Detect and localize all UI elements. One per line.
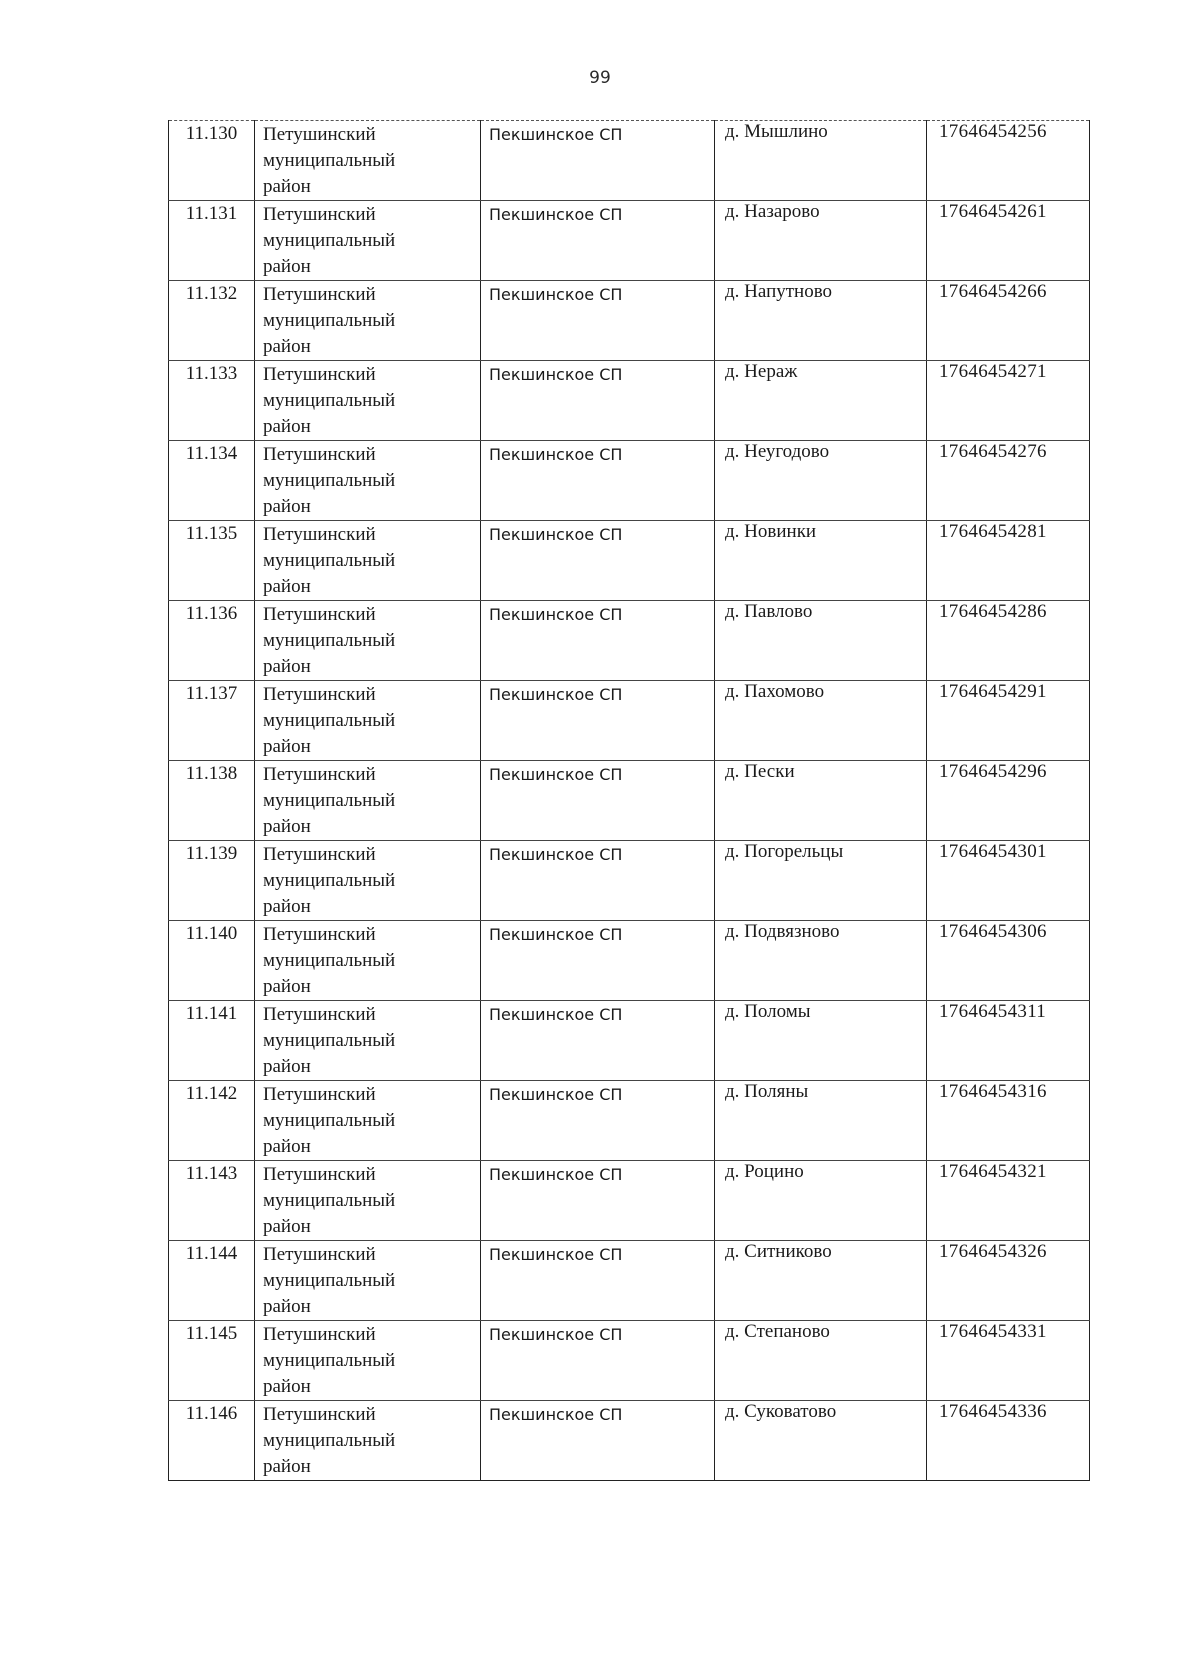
district-line: Петушинский (263, 684, 376, 705)
village-name: д. Суковатово (725, 1401, 837, 1422)
district-line: муниципальный (263, 870, 396, 891)
district-line: район (263, 1216, 311, 1237)
village-name: д. Подвязново (725, 921, 840, 942)
district-line: район (263, 496, 311, 517)
table-row (169, 521, 1090, 601)
settlement-name: Пекшинское СП (489, 1245, 623, 1264)
row-number: 11.130 (185, 123, 238, 144)
district-name (255, 1401, 480, 1480)
settlement-name: Пекшинское СП (489, 285, 623, 304)
village-name: д. Пахомово (725, 681, 825, 702)
district-line: Петушинский (263, 1324, 376, 1345)
district-name (255, 1081, 480, 1160)
row-number: 11.140 (185, 923, 238, 944)
district-name (255, 841, 480, 920)
table-row (169, 601, 1090, 681)
village-name: д. Павлово (725, 601, 813, 622)
village-name: д. Ситниково (725, 1241, 832, 1262)
row-number: 11.142 (185, 1083, 238, 1104)
oktmo-code: 17646454261 (939, 201, 1047, 222)
district-line: Петушинский (263, 1244, 376, 1265)
oktmo-code: 17646454286 (939, 601, 1047, 622)
district-line: Петушинский (263, 124, 376, 145)
settlement-name: Пекшинское СП (489, 925, 623, 944)
district-line: район (263, 976, 311, 997)
district-line: Петушинский (263, 1164, 376, 1185)
district-line: муниципальный (263, 950, 396, 971)
district-name (255, 601, 480, 680)
district-line: муниципальный (263, 710, 396, 731)
village-name: д. Погорельцы (725, 841, 844, 862)
district-line: Петушинский (263, 364, 376, 385)
row-number: 11.139 (185, 843, 238, 864)
district-line: Петушинский (263, 284, 376, 305)
village-name: д. Назарово (725, 201, 820, 222)
table-row (169, 921, 1090, 1001)
settlements-table (168, 120, 1090, 1481)
district-line: район (263, 416, 311, 437)
table-row (169, 1401, 1090, 1481)
settlement-name: Пекшинское СП (489, 365, 623, 384)
table-row (169, 1081, 1090, 1161)
district-line: район (263, 1456, 311, 1477)
district-line: Петушинский (263, 204, 376, 225)
settlement-name: Пекшинское СП (489, 1005, 623, 1024)
district-name (255, 1241, 480, 1320)
row-number: 11.136 (185, 603, 238, 624)
district-name (255, 521, 480, 600)
village-name: д. Поломы (725, 1001, 811, 1022)
district-line: район (263, 1056, 311, 1077)
district-line: Петушинский (263, 1004, 376, 1025)
settlement-name: Пекшинское СП (489, 525, 623, 544)
district-line: район (263, 736, 311, 757)
district-line: район (263, 1136, 311, 1157)
settlement-name: Пекшинское СП (489, 1405, 623, 1424)
village-name: д. Поляны (725, 1081, 809, 1102)
settlement-name: Пекшинское СП (489, 605, 623, 624)
settlement-name: Пекшинское СП (489, 125, 623, 144)
table-row (169, 1161, 1090, 1241)
settlement-name: Пекшинское СП (489, 1165, 623, 1184)
district-line: район (263, 256, 311, 277)
oktmo-code: 17646454316 (939, 1081, 1047, 1102)
district-line: муниципальный (263, 310, 396, 331)
row-number: 11.138 (185, 763, 238, 784)
district-name (255, 441, 480, 520)
district-name (255, 1321, 480, 1400)
village-name: д. Напутново (725, 281, 833, 302)
district-line: муниципальный (263, 150, 396, 171)
row-number: 11.144 (185, 1243, 238, 1264)
village-name: д. Степаново (725, 1321, 830, 1342)
oktmo-code: 17646454306 (939, 921, 1047, 942)
district-name (255, 681, 480, 760)
village-name: д. Пески (725, 761, 795, 782)
district-line: район (263, 1296, 311, 1317)
row-number: 11.143 (185, 1163, 238, 1184)
district-line: муниципальный (263, 1270, 396, 1291)
table-row (169, 1241, 1090, 1321)
row-number: 11.137 (185, 683, 238, 704)
district-line: муниципальный (263, 1110, 396, 1131)
row-number: 11.135 (185, 523, 238, 544)
district-name (255, 921, 480, 1000)
oktmo-code: 17646454271 (939, 361, 1047, 382)
district-line: район (263, 896, 311, 917)
table-row (169, 121, 1090, 201)
village-name: д. Нераж (725, 361, 798, 382)
table-row (169, 441, 1090, 521)
district-line: район (263, 176, 311, 197)
page-number: 99 (589, 68, 611, 88)
oktmo-code: 17646454281 (939, 521, 1047, 542)
oktmo-code: 17646454331 (939, 1321, 1047, 1342)
district-name (255, 361, 480, 440)
settlement-name: Пекшинское СП (489, 1085, 623, 1104)
village-name: д. Неугодово (725, 441, 830, 462)
district-line: муниципальный (263, 1190, 396, 1211)
village-name: д. Роцино (725, 1161, 804, 1182)
district-line: район (263, 816, 311, 837)
settlement-name: Пекшинское СП (489, 205, 623, 224)
district-line: Петушинский (263, 844, 376, 865)
oktmo-code: 17646454326 (939, 1241, 1047, 1262)
district-line: Петушинский (263, 1404, 376, 1425)
district-line: район (263, 1376, 311, 1397)
village-name: д. Мышлино (725, 121, 828, 142)
district-line: Петушинский (263, 1084, 376, 1105)
table-row (169, 681, 1090, 761)
district-name (255, 121, 480, 200)
district-line: муниципальный (263, 630, 396, 651)
table-row (169, 281, 1090, 361)
oktmo-code: 17646454321 (939, 1161, 1047, 1182)
settlement-name: Пекшинское СП (489, 685, 623, 704)
row-number: 11.134 (185, 443, 238, 464)
district-line: муниципальный (263, 1430, 396, 1451)
district-line: Петушинский (263, 444, 376, 465)
oktmo-code: 17646454296 (939, 761, 1047, 782)
settlement-name: Пекшинское СП (489, 765, 623, 784)
table-row (169, 1001, 1090, 1081)
row-number: 11.132 (185, 283, 238, 304)
row-number: 11.131 (185, 203, 238, 224)
row-number: 11.146 (185, 1403, 238, 1424)
oktmo-code: 17646454336 (939, 1401, 1047, 1422)
district-name (255, 761, 480, 840)
oktmo-code: 17646454256 (939, 121, 1047, 142)
table-row (169, 841, 1090, 921)
district-line: Петушинский (263, 524, 376, 545)
district-line: Петушинский (263, 764, 376, 785)
table-row (169, 201, 1090, 281)
district-line: Петушинский (263, 604, 376, 625)
row-number: 11.145 (185, 1323, 238, 1344)
district-name (255, 281, 480, 360)
district-name (255, 201, 480, 280)
settlement-name: Пекшинское СП (489, 445, 623, 464)
table-row (169, 761, 1090, 841)
district-line: муниципальный (263, 1350, 396, 1371)
table-row (169, 1321, 1090, 1401)
district-line: муниципальный (263, 470, 396, 491)
row-number: 11.141 (185, 1003, 238, 1024)
oktmo-code: 17646454276 (939, 441, 1047, 462)
table-row (169, 361, 1090, 441)
district-name (255, 1001, 480, 1080)
oktmo-code: 17646454311 (939, 1001, 1047, 1022)
district-line: район (263, 336, 311, 357)
oktmo-code: 17646454301 (939, 841, 1047, 862)
district-line: Петушинский (263, 924, 376, 945)
district-line: район (263, 576, 311, 597)
district-line: муниципальный (263, 790, 396, 811)
district-line: район (263, 656, 311, 677)
settlement-name: Пекшинское СП (489, 1325, 623, 1344)
settlement-name: Пекшинское СП (489, 845, 623, 864)
row-number: 11.133 (185, 363, 238, 384)
oktmo-code: 17646454291 (939, 681, 1047, 702)
village-name: д. Новинки (725, 521, 817, 542)
oktmo-code: 17646454266 (939, 281, 1047, 302)
district-line: муниципальный (263, 550, 396, 571)
district-line: муниципальный (263, 230, 396, 251)
district-line: муниципальный (263, 1030, 396, 1051)
district-line: муниципальный (263, 390, 396, 411)
district-name (255, 1161, 480, 1240)
